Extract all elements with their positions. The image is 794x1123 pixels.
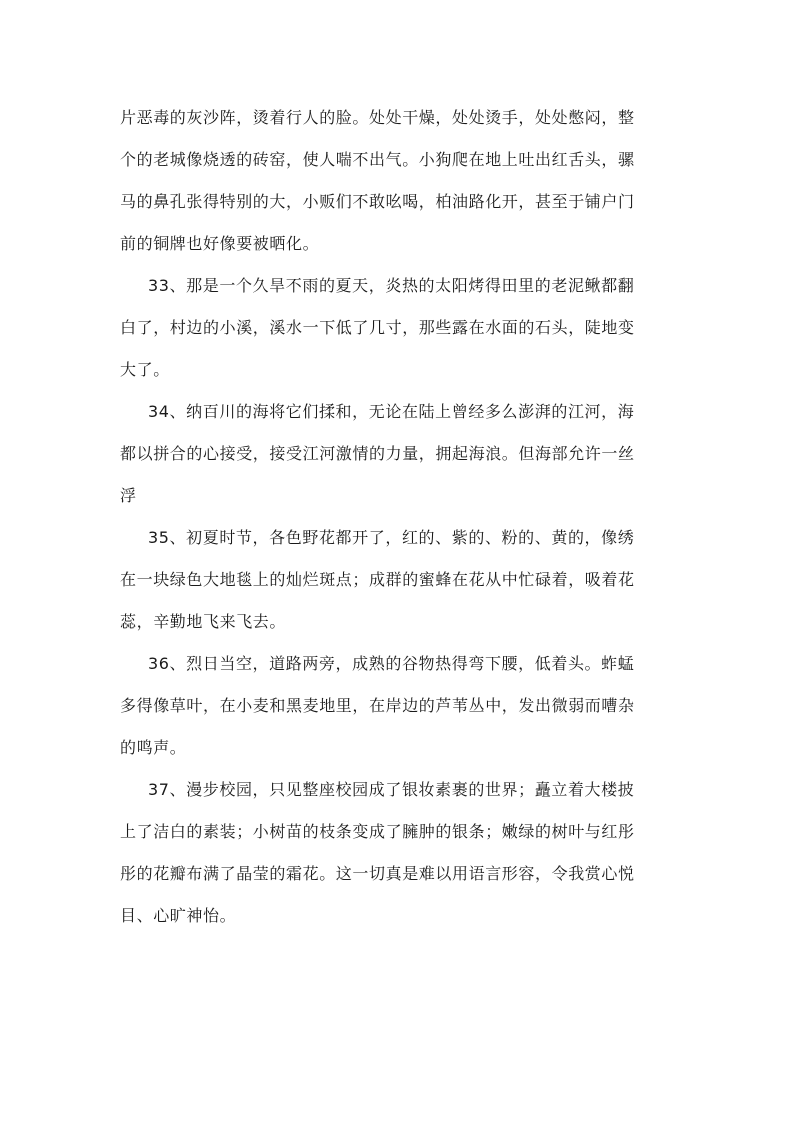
text-line: 蕊，辛勤地飞来飞去。 <box>120 612 287 631</box>
text-line: 彤的花瓣布满了晶莹的霜花。这一切真是难以用语言形容，令我赏心悦 <box>120 864 635 883</box>
text-line: 上了洁白的素装；小树苗的枝条变成了臃肿的银条；嫩绿的树叶与红彤 <box>120 822 635 841</box>
text-line: 个的老城像烧透的砖窑，使人喘不出气。小狗爬在地上吐出红舌头，骡 <box>120 150 635 169</box>
text-line: 前的铜牌也好像要被晒化。 <box>120 234 320 253</box>
text-line: 浮 <box>120 486 137 505</box>
paragraph-36-start: 36、烈日当空，道路两旁，成熟的谷物热得弯下腰，低着头。蚱蜢 <box>148 654 635 673</box>
paragraph-37-start: 37、漫步校园，只见整座校园成了银妆素裹的世界；矗立着大楼披 <box>148 780 635 799</box>
text-line: 多得像草叶，在小麦和黑麦地里，在岸边的芦苇丛中，发出微弱而嘈杂 <box>120 696 635 715</box>
text-line: 片恶毒的灰沙阵，烫着行人的脸。处处干燥，处处烫手，处处憋闷，整 <box>120 108 635 127</box>
paragraph-35-start: 35、初夏时节，各色野花都开了，红的、紫的、粉的、黄的，像绣 <box>148 528 635 547</box>
paragraph-34-start: 34、纳百川的海将它们揉和，无论在陆上曾经多么澎湃的江河，海 <box>148 402 635 421</box>
text-line: 都以拼合的心接受，接受江河激情的力量，拥起海浪。但海部允许一丝 <box>120 444 635 463</box>
text-line: 目、心旷神怡。 <box>120 906 237 925</box>
text-line: 的鸣声。 <box>120 738 187 757</box>
text-line: 白了，村边的小溪，溪水一下低了几寸，那些露在水面的石头，陡地变 <box>120 318 635 337</box>
text-line: 马的鼻孔张得特别的大，小贩们不敢吆喝，柏油路化开，甚至于铺户门 <box>120 192 635 211</box>
paragraph-33-start: 33、那是一个久旱不雨的夏天，炎热的太阳烤得田里的老泥鳅都翻 <box>148 276 635 295</box>
text-line: 在一块绿色大地毯上的灿烂斑点；成群的蜜蜂在花从中忙碌着，吸着花 <box>120 570 635 589</box>
text-line: 大了。 <box>120 360 170 379</box>
